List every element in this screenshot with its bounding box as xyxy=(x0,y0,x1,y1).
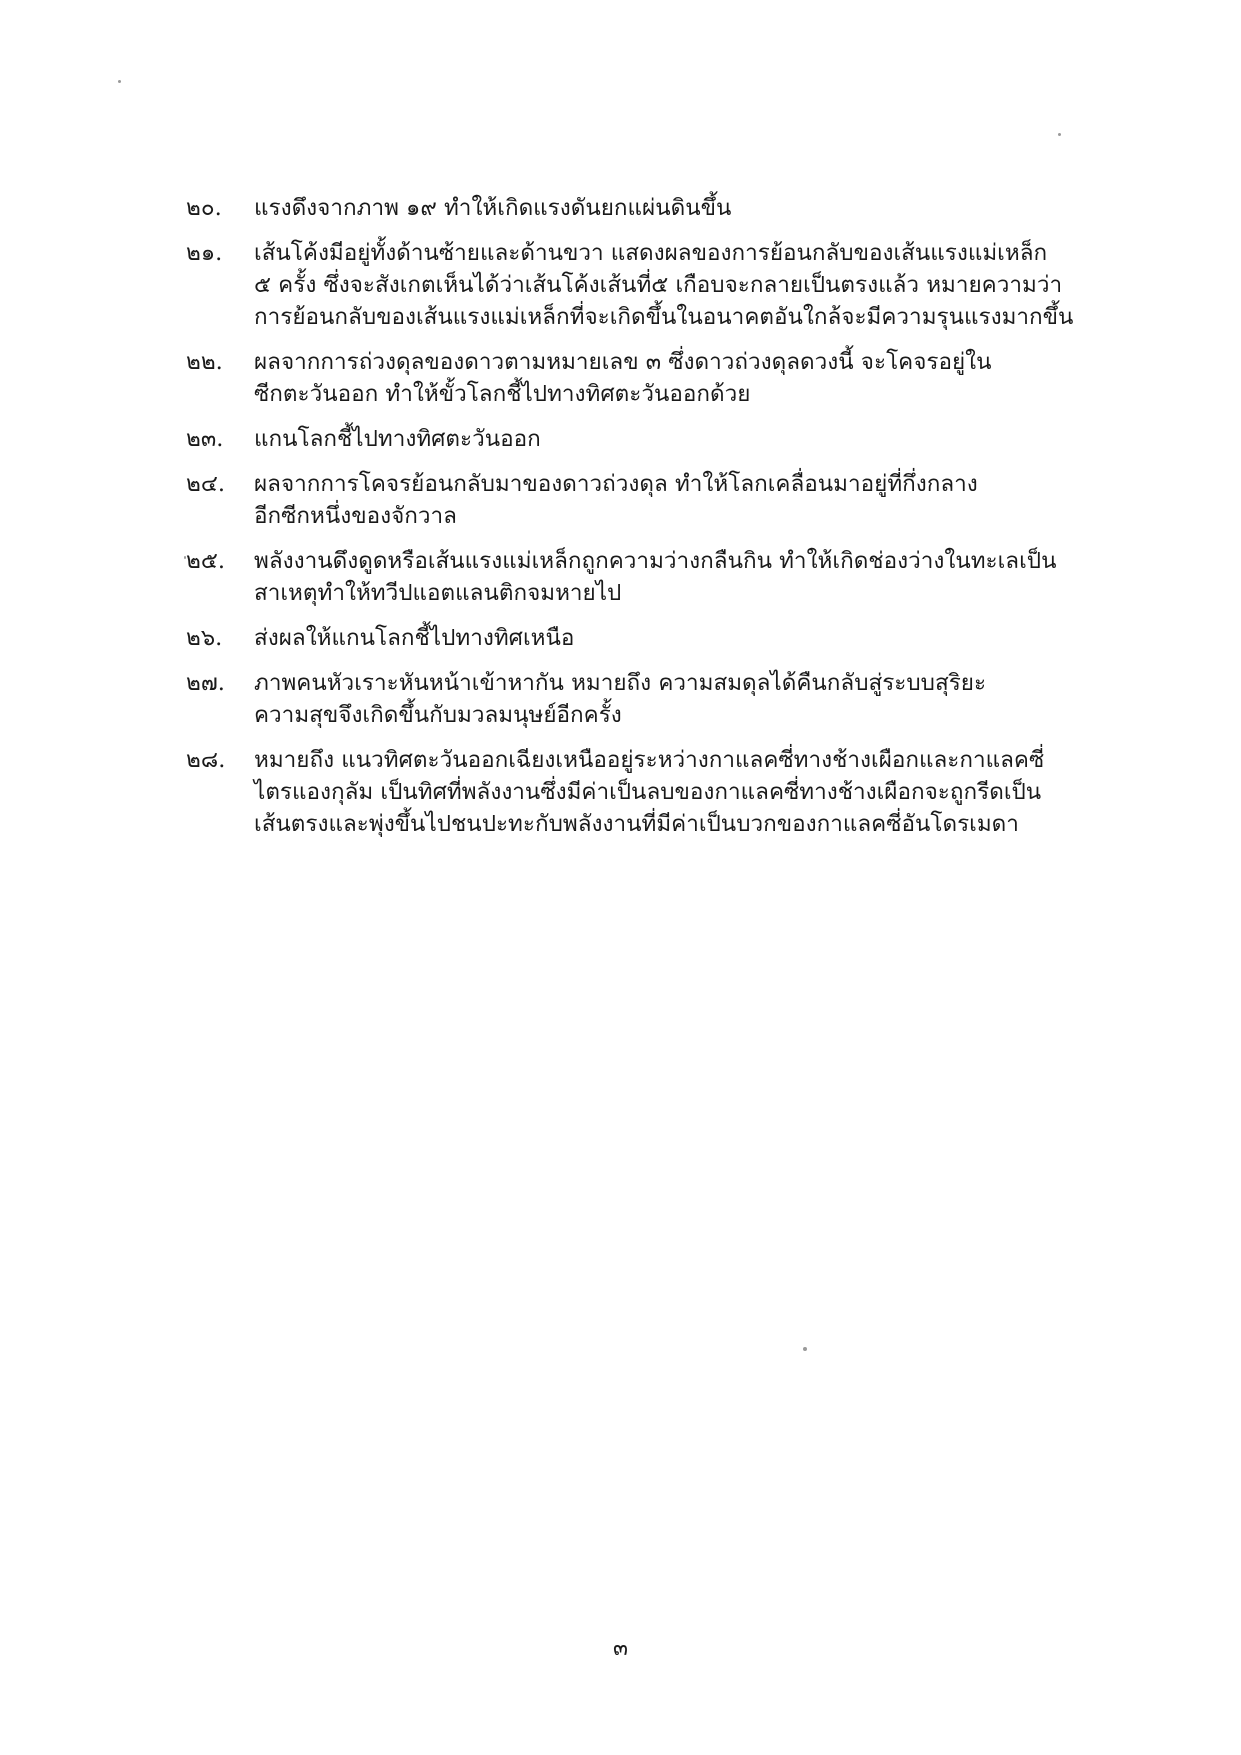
list-item xyxy=(186,667,1126,731)
numbered-list xyxy=(186,192,1126,853)
item-text xyxy=(254,622,1126,654)
item-line: อีกซีกหนึ่งของจักวาล xyxy=(254,503,457,529)
list-item xyxy=(186,346,1126,410)
item-line: เส้นโค้งมีอยู่ทั้งด้านซ้ายและด้านขวา แสดงผลของการย้อนกลับของเส้นแรงแม่เหล็ก xyxy=(254,240,1048,266)
item-text xyxy=(254,237,1126,333)
item-line: ผลจากการถ่วงดุลของดาวตามหมายเลข ๓ ซึ่งดาวถ่วงดุลดวงนี้ จะโคจรอยู่ใน xyxy=(254,349,992,375)
item-number: ๒๓. xyxy=(186,426,224,452)
item-text xyxy=(254,545,1126,609)
page-number: ๓ xyxy=(612,1636,629,1661)
item-line: เส้นตรงและพุ่งขึ้นไปชนปะทะกับพลังงานที่มีค่าเป็นบวกของกาแลคซี่อันโดรเมดา xyxy=(254,811,1019,837)
item-number: ๒๑. xyxy=(186,240,223,266)
list-item xyxy=(186,423,1126,455)
scan-speck xyxy=(1058,133,1061,136)
item-number: ๒๐. xyxy=(186,195,222,221)
item-text xyxy=(254,346,1126,410)
list-item xyxy=(186,545,1126,609)
list-item xyxy=(186,622,1126,654)
item-text xyxy=(254,423,1126,455)
list-item xyxy=(186,237,1126,333)
list-item xyxy=(186,468,1126,532)
item-text xyxy=(254,667,1126,731)
item-line: หมายถึง แนวทิศตะวันออกเฉียงเหนืออยู่ระหว่างกาแลคซี่ทางช้างเผือกและกาแลคซี่ xyxy=(254,747,1045,773)
item-line: ๕ ครั้ง ซึ่งจะสังเกตเห็นได้ว่าเส้นโค้งเส้นที่๕ เกือบจะกลายเป็นตรงแล้ว หมายความว่า xyxy=(254,272,1063,298)
item-line: การย้อนกลับของเส้นแรงแม่เหล็กที่จะเกิดขึ้นในอนาคตอันใกล้จะมีความรุนแรงมากขึ้น xyxy=(254,304,1074,330)
item-line: แกนโลกชี้ไปทางทิศตะวันออก xyxy=(254,426,541,452)
scan-speck xyxy=(118,80,121,83)
list-item xyxy=(186,744,1126,840)
item-number: ๒๔. xyxy=(186,471,226,497)
item-line: พลังงานดึงดูดหรือเส้นแรงแม่เหล็กถูกความว่างกลืนกิน ทำให้เกิดช่องว่างในทะเลเป็น xyxy=(254,548,1057,574)
item-number: ๒๘. xyxy=(186,747,226,773)
item-line: ส่งผลให้แกนโลกชี้ไปทางทิศเหนือ xyxy=(254,625,575,651)
scan-speck xyxy=(803,1347,807,1351)
item-text xyxy=(254,744,1126,840)
item-line: สาเหตุทำให้ทวีปแอตแลนติกจมหายไป xyxy=(254,580,622,606)
item-line: ไตรแองกุลัม เป็นทิศที่พลังงานซึ่งมีค่าเป็นลบของกาแลคซี่ทางช้างเผือกจะถูกรีดเป็น xyxy=(254,779,1042,805)
item-number: ๒๒. xyxy=(186,349,223,375)
item-line: ผลจากการโคจรย้อนกลับมาของดาวถ่วงดุล ทำให้โลกเคลื่อนมาอยู่ที่กึ่งกลาง xyxy=(254,471,978,497)
item-line: แรงดึงจากภาพ ๑๙ ทำให้เกิดแรงดันยกแผ่นดินขึ้น xyxy=(254,195,732,221)
item-line: ภาพคนหัวเราะหันหน้าเข้าหากัน หมายถึง ความสมดุลได้คืนกลับสู่ระบบสุริยะ xyxy=(254,670,987,696)
item-number: ๒๗. xyxy=(186,670,225,696)
list-item xyxy=(186,192,1126,224)
item-text xyxy=(254,192,1126,224)
item-text xyxy=(254,468,1126,532)
item-number: ๒๕. xyxy=(186,548,226,574)
item-number: ๒๖. xyxy=(186,625,223,651)
item-line: ความสุขจึงเกิดขึ้นกับมวลมนุษย์อีกครั้ง xyxy=(254,702,622,728)
scan-speck xyxy=(184,556,186,559)
item-line: ซีกตะวันออก ทำให้ขั้วโลกชี้ไปทางทิศตะวันออกด้วย xyxy=(254,381,751,407)
